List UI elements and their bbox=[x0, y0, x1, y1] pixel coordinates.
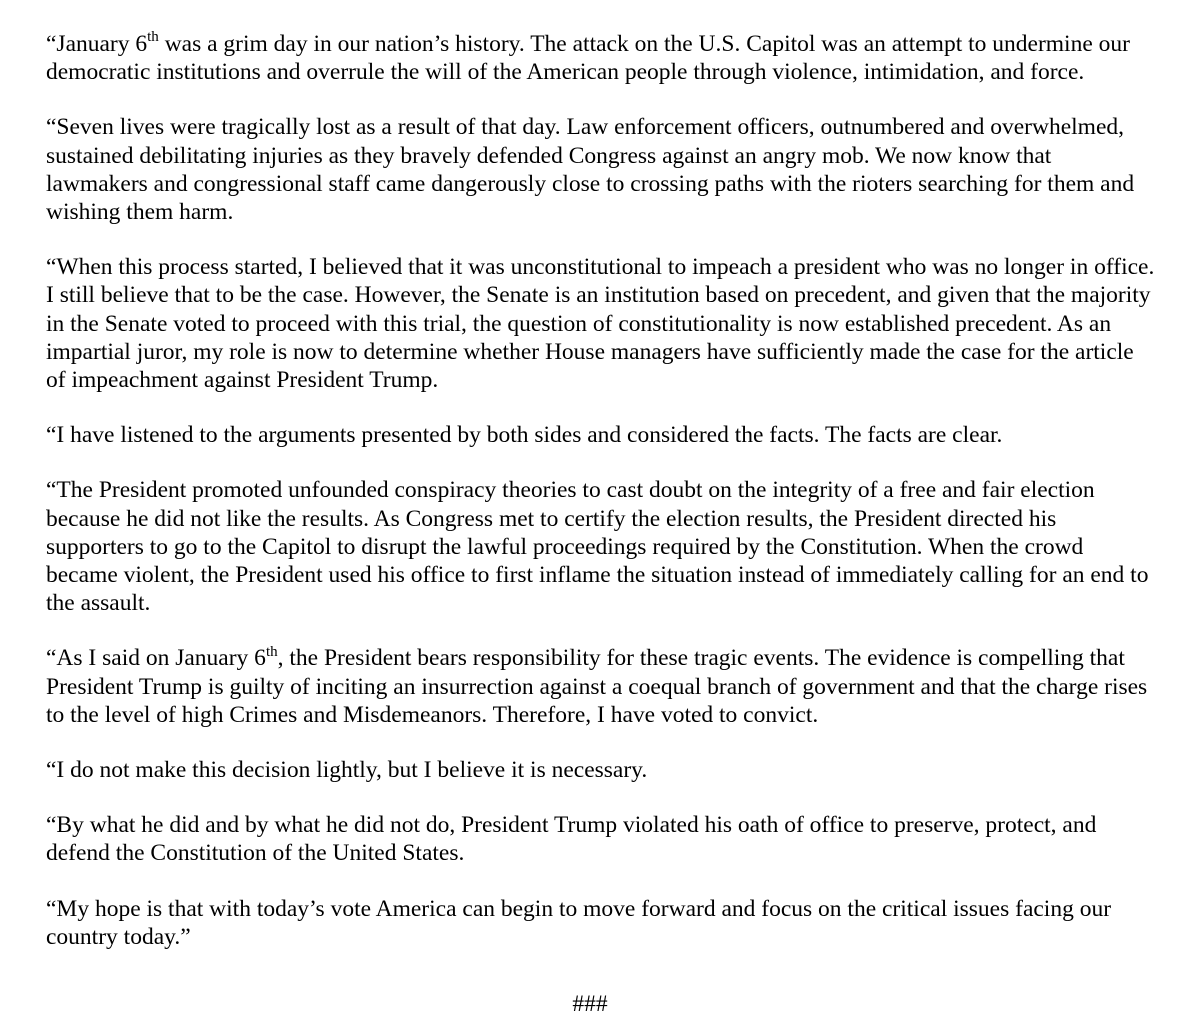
statement-body bbox=[46, 30, 1156, 976]
paragraph-listened: “I have listened to the arguments presented by both sides and considered the facts. The facts are clear. bbox=[46, 422, 1003, 449]
paragraph-seven-lives: “Seven lives were tragically lost as a result of that day. Law enforcement officers, outnumbered and overwhelmed, sustained debilitating injuries as they bravely defended Congress against an angry mob. We now know that lawmakers and congressional staff came dangerously close to crossing paths with the rioters searching for them and wishing them harm. bbox=[46, 114, 1135, 226]
paragraph-process-started: “When this process started, I believed that it was unconstitutional to impeach a president who was no longer in office. I still believe that to be the case. However, the Senate is an institution based on precedent, and given that the majority in the Senate voted to proceed with this trial, the question of constitutionality is now established precedent. As an impartial juror, my role is now to determine whether House managers have sufficiently made the case for the article of impeachment against President Trump. bbox=[46, 254, 1155, 394]
paragraph-text: “January 6 bbox=[46, 31, 148, 57]
paragraph-oath: “By what he did and by what he did not do, President Trump violated his oath of office to preserve, protect, and defend the Constitution of the United States. bbox=[46, 812, 1097, 867]
paragraph-as-i-said bbox=[46, 644, 1156, 729]
paragraph-january-6 bbox=[46, 30, 1156, 86]
end-mark: ### bbox=[572, 991, 608, 1017]
paragraph-text: was a grim day in our nation’s history. The attack on the U.S. Capitol was an attempt to undermine our democratic institutions and overrule the will of the American people through violence, intimidation, and force. bbox=[46, 31, 1130, 86]
paragraph-text: , the President bears responsibility for these tragic events. The evidence is compelling that President Trump is guilty of inciting an insurrection against a coequal branch of government and that the charge rises to the level of high Crimes and Misdemeanors. Therefore, I have voted to convict. bbox=[46, 645, 1148, 728]
paragraph-hope: “My hope is that with today’s vote America can begin to move forward and focus on the critical issues facing our country today.” bbox=[46, 895, 1112, 950]
paragraph-president-promoted: “The President promoted unfounded conspiracy theories to cast doubt on the integrity of a free and fair election because he did not like the results. As Congress met to certify the election results, the President directed his supporters to go to the Capitol to disrupt the lawful proceedings required by the Constitution. When the crowd became violent, the President used his office to first inflame the situation instead of immediately calling for an end to the assault. bbox=[46, 477, 1149, 617]
ordinal-suffix: th bbox=[147, 29, 159, 46]
paragraph-decision: “I do not make this decision lightly, but I believe it is necessary. bbox=[46, 757, 648, 784]
paragraph-text: “As I said on January 6 bbox=[46, 645, 266, 672]
ordinal-suffix: th bbox=[265, 643, 278, 660]
